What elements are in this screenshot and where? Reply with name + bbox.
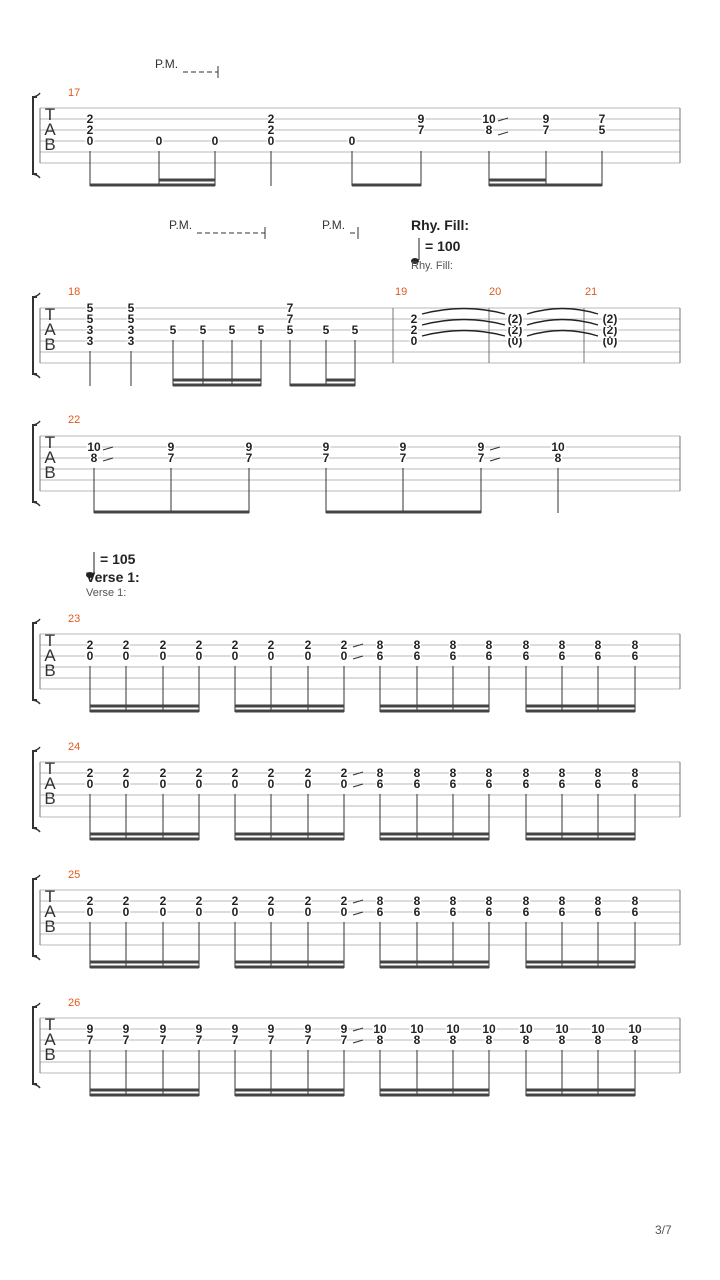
system-bracket-hook (33, 1003, 40, 1088)
fret-number: 9 (542, 112, 550, 126)
fret-number: 7 (195, 1033, 203, 1047)
fret-number: 0 (86, 649, 94, 663)
tab-clef-letter: A (44, 902, 56, 921)
system-bracket-hook (33, 293, 40, 378)
fret-number: 8 (558, 766, 566, 780)
beam (90, 838, 199, 841)
fret-number: 0 (340, 905, 348, 919)
measure-number: 17 (68, 87, 81, 99)
fret-number: 2 (304, 766, 312, 780)
tab-clef-letter: B (44, 661, 56, 680)
beam (94, 511, 249, 514)
beam (489, 184, 602, 187)
tab-clef-letter: T (44, 759, 56, 778)
fret-number: 6 (485, 649, 493, 663)
fret-number: 6 (522, 649, 530, 663)
fret-number: 5 (127, 312, 135, 326)
fret-number: 0 (267, 777, 275, 791)
fret-number: 0 (231, 649, 239, 663)
fret-number: 2 (340, 894, 348, 908)
fret-number: 10 (591, 1022, 605, 1036)
fret-number: 10 (410, 1022, 424, 1036)
tab-clef-letter: T (44, 631, 56, 650)
fret-number: 2 (86, 638, 94, 652)
system-bracket (33, 297, 37, 374)
beam (173, 379, 261, 382)
rhy-fill-label: Rhy. Fill: (411, 260, 453, 272)
fret-number: 0 (155, 134, 163, 148)
fret-number: 10 (551, 440, 565, 454)
fret-number: 5 (199, 323, 207, 337)
measure-number: 24 (68, 741, 81, 753)
fret-number: 9 (267, 1022, 275, 1036)
tie (527, 309, 598, 315)
fret-number: 7 (598, 112, 606, 126)
beam (526, 966, 635, 969)
fret-number: 10 (519, 1022, 533, 1036)
fret-number: 7 (322, 451, 330, 465)
fret-number: (2) (507, 323, 523, 337)
beam (326, 379, 355, 382)
measure-number: 26 (68, 997, 81, 1009)
beam (380, 710, 489, 713)
fret-number: 3 (127, 334, 135, 348)
measure-number: 25 (68, 869, 81, 881)
fret-number: 2 (195, 766, 203, 780)
fret-number: 8 (522, 766, 530, 780)
fret-number: 5 (257, 323, 265, 337)
fret-number: 9 (231, 1022, 239, 1036)
beam (352, 184, 421, 187)
fret-number: 8 (554, 451, 562, 465)
fret-number: 2 (159, 766, 167, 780)
fret-number: 0 (348, 134, 356, 148)
beam (380, 833, 489, 836)
tie (527, 331, 598, 337)
beam (526, 1094, 635, 1097)
system-bracket-hook (33, 421, 40, 506)
measure-number: 20 (489, 286, 502, 298)
fret-number: 2 (122, 766, 130, 780)
fret-number: 6 (485, 905, 493, 919)
fret-number: 2 (410, 312, 418, 326)
beam (235, 838, 344, 841)
beam (235, 833, 344, 836)
system-bracket (33, 623, 37, 700)
fret-number: 8 (485, 123, 493, 137)
fret-number: 7 (399, 451, 407, 465)
fret-number: 9 (86, 1022, 94, 1036)
tab-clef-letter: A (44, 120, 56, 139)
fret-number: 10 (482, 112, 496, 126)
beam (235, 1094, 344, 1097)
fret-number: 10 (482, 1022, 496, 1036)
fret-number: 6 (631, 905, 639, 919)
beam (380, 961, 489, 964)
beam (235, 705, 344, 708)
tie (422, 309, 505, 315)
fret-number: 8 (558, 638, 566, 652)
fret-number: 3 (86, 323, 94, 337)
beam (526, 961, 635, 964)
fret-number: 6 (376, 777, 384, 791)
fret-number: 9 (417, 112, 425, 126)
fret-number: 0 (122, 649, 130, 663)
fret-number: 8 (485, 1033, 493, 1047)
beam (526, 705, 635, 708)
tab-clef-letter: B (44, 917, 56, 936)
fret-number: 2 (86, 112, 94, 126)
beam (526, 1089, 635, 1092)
fret-number: 2 (231, 638, 239, 652)
fret-number: 6 (413, 777, 421, 791)
fret-number: 6 (376, 649, 384, 663)
fret-number: 9 (322, 440, 330, 454)
slide-mark (498, 132, 508, 135)
fret-number: 8 (558, 894, 566, 908)
fret-number: 5 (351, 323, 359, 337)
fret-number: 7 (267, 1033, 275, 1047)
tempo-marking: = 105 (100, 551, 136, 567)
fret-number: 7 (304, 1033, 312, 1047)
fret-number: 9 (399, 440, 407, 454)
fret-number: 0 (86, 777, 94, 791)
fret-number: 8 (413, 894, 421, 908)
fret-number: 2 (86, 766, 94, 780)
system-bracket-hook (33, 747, 40, 832)
fret-number: 2 (267, 112, 275, 126)
fret-number: 5 (322, 323, 330, 337)
fret-number: 8 (449, 638, 457, 652)
fret-number: 0 (195, 777, 203, 791)
tab-clef-letter: T (44, 887, 56, 906)
fret-number: 0 (86, 905, 94, 919)
fret-number: 6 (558, 905, 566, 919)
fret-number: 7 (167, 451, 175, 465)
fret-number: 6 (594, 905, 602, 919)
fret-number: 2 (340, 766, 348, 780)
beam (90, 833, 199, 836)
fret-number: 5 (86, 312, 94, 326)
fret-number: 0 (195, 905, 203, 919)
fret-number: 2 (159, 638, 167, 652)
fret-number: 7 (542, 123, 550, 137)
fret-number: 9 (122, 1022, 130, 1036)
fret-number: 8 (449, 1033, 457, 1047)
beam (380, 838, 489, 841)
fret-number: 6 (413, 649, 421, 663)
beam (380, 1089, 489, 1092)
fret-number: 2 (231, 894, 239, 908)
fret-number: 2 (195, 638, 203, 652)
fret-number: 2 (122, 638, 130, 652)
fret-number: 6 (449, 905, 457, 919)
fret-number: 5 (286, 323, 294, 337)
beam (489, 179, 546, 182)
fret-number: (0) (507, 334, 523, 348)
fret-number: 7 (286, 301, 294, 315)
fret-number: 0 (195, 649, 203, 663)
fret-number: 10 (373, 1022, 387, 1036)
fret-number: 8 (522, 638, 530, 652)
fret-number: 10 (87, 440, 101, 454)
beam (90, 966, 199, 969)
fret-number: 2 (340, 638, 348, 652)
fret-number: 2 (267, 123, 275, 137)
fret-number: 8 (522, 1033, 530, 1047)
beam (90, 961, 199, 964)
system-bracket (33, 97, 37, 174)
fret-number: 8 (90, 451, 98, 465)
measure-number: 21 (585, 286, 598, 298)
tab-clef-letter: A (44, 448, 56, 467)
tab-clef-letter: T (44, 1015, 56, 1034)
system-bracket (33, 879, 37, 956)
fret-number: 7 (86, 1033, 94, 1047)
fret-number: 2 (267, 894, 275, 908)
system-bracket-hook (33, 619, 40, 704)
fret-number: 9 (245, 440, 253, 454)
beam (90, 1094, 199, 1097)
fret-number: 6 (522, 777, 530, 791)
tab-clef-letter: T (44, 105, 56, 124)
system-bracket (33, 1007, 37, 1084)
fret-number: 6 (594, 649, 602, 663)
fret-number: 8 (522, 894, 530, 908)
fret-number: 6 (485, 777, 493, 791)
fret-number: 8 (449, 894, 457, 908)
fret-number: 8 (376, 766, 384, 780)
fret-number: 0 (304, 777, 312, 791)
fret-number: 8 (449, 766, 457, 780)
fret-number: 0 (122, 905, 130, 919)
fret-number: 8 (413, 638, 421, 652)
fret-number: 6 (522, 905, 530, 919)
fret-number: (0) (602, 334, 618, 348)
fret-number: 0 (231, 905, 239, 919)
fret-number: 8 (413, 1033, 421, 1047)
fret-number: 8 (631, 638, 639, 652)
fret-number: 9 (195, 1022, 203, 1036)
fret-number: 0 (159, 777, 167, 791)
fret-number: 0 (267, 905, 275, 919)
beam (526, 838, 635, 841)
fret-number: 2 (231, 766, 239, 780)
fret-number: 6 (376, 905, 384, 919)
fret-number: 5 (86, 301, 94, 315)
section-title: Verse 1: (86, 569, 140, 585)
tie (422, 331, 505, 337)
beam (326, 511, 481, 514)
fret-number: 0 (410, 334, 418, 348)
rhy-fill-title: Rhy. Fill: (411, 217, 470, 233)
system-bracket-hook (33, 93, 40, 178)
fret-number: 8 (376, 638, 384, 652)
fret-number: 7 (340, 1033, 348, 1047)
tab-clef-letter: A (44, 646, 56, 665)
beam (235, 966, 344, 969)
fret-number: 2 (86, 123, 94, 137)
system-bracket (33, 751, 37, 828)
fret-number: 6 (631, 777, 639, 791)
fret-number: 7 (231, 1033, 239, 1047)
fret-number: 8 (485, 638, 493, 652)
fret-number: 9 (340, 1022, 348, 1036)
fret-number: 0 (340, 777, 348, 791)
fret-number: 8 (413, 766, 421, 780)
fret-number: 0 (340, 649, 348, 663)
fret-number: 9 (159, 1022, 167, 1036)
fret-number: 7 (417, 123, 425, 137)
fret-number: 7 (159, 1033, 167, 1047)
fret-number: 8 (376, 894, 384, 908)
beam (90, 710, 199, 713)
fret-number: 6 (413, 905, 421, 919)
tab-clef-letter: T (44, 433, 56, 452)
fret-number: 10 (446, 1022, 460, 1036)
fret-number: 2 (86, 894, 94, 908)
tie (527, 320, 598, 326)
fret-number: 7 (286, 312, 294, 326)
fret-number: (2) (507, 312, 523, 326)
fret-number: 10 (628, 1022, 642, 1036)
fret-number: 8 (631, 1033, 639, 1047)
system-bracket (33, 425, 37, 502)
fret-number: 2 (159, 894, 167, 908)
beam (380, 1094, 489, 1097)
fret-number: 0 (267, 134, 275, 148)
beam (290, 384, 355, 387)
fret-number: 0 (267, 649, 275, 663)
fret-number: 6 (558, 777, 566, 791)
beam (90, 184, 215, 187)
fret-number: 5 (598, 123, 606, 137)
beam (526, 833, 635, 836)
tab-clef-letter: A (44, 320, 56, 339)
palm-mute-label: P.M. (322, 218, 346, 232)
fret-number: 2 (304, 638, 312, 652)
fret-number: 9 (304, 1022, 312, 1036)
beam (526, 710, 635, 713)
palm-mute-label: P.M. (169, 218, 193, 232)
beam (235, 961, 344, 964)
fret-number: 5 (228, 323, 236, 337)
fret-number: 5 (169, 323, 177, 337)
fret-number: 3 (86, 334, 94, 348)
fret-number: 0 (304, 649, 312, 663)
fret-number: 8 (485, 894, 493, 908)
fret-number: 2 (304, 894, 312, 908)
system-bracket-hook (33, 875, 40, 960)
fret-number: 8 (594, 638, 602, 652)
measure-number: 19 (395, 286, 408, 298)
tab-clef-letter: B (44, 135, 56, 154)
measure-number: 18 (68, 286, 81, 298)
fret-number: 2 (267, 766, 275, 780)
fret-number: 0 (211, 134, 219, 148)
fret-number: 9 (477, 440, 485, 454)
fret-number: 0 (122, 777, 130, 791)
beam (173, 384, 261, 387)
tab-clef-letter: A (44, 1030, 56, 1049)
fret-number: 2 (195, 894, 203, 908)
fret-number: 2 (267, 638, 275, 652)
fret-number: 2 (122, 894, 130, 908)
fret-number: 6 (449, 649, 457, 663)
beam (380, 966, 489, 969)
fret-number: 8 (594, 766, 602, 780)
fret-number: 9 (167, 440, 175, 454)
fret-number: 6 (631, 649, 639, 663)
tab-clef-letter: B (44, 335, 56, 354)
tab-clef-letter: B (44, 1045, 56, 1064)
fret-number: 8 (594, 1033, 602, 1047)
fret-number: 3 (127, 323, 135, 337)
palm-mute-label: P.M. (155, 57, 179, 71)
beam (235, 1089, 344, 1092)
beam (380, 705, 489, 708)
measure-number: 23 (68, 613, 81, 625)
tie (422, 320, 505, 326)
fret-number: 6 (594, 777, 602, 791)
fret-number: 0 (304, 905, 312, 919)
fret-number: 0 (231, 777, 239, 791)
page-number: 3/7 (655, 1223, 672, 1237)
fret-number: 6 (558, 649, 566, 663)
fret-number: 2 (410, 323, 418, 337)
beam (159, 179, 215, 182)
beam (90, 1089, 199, 1092)
fret-number: 5 (127, 301, 135, 315)
fret-number: 8 (376, 1033, 384, 1047)
tab-clef-letter: A (44, 774, 56, 793)
measure-number: 22 (68, 414, 81, 426)
fret-number: 10 (555, 1022, 569, 1036)
fret-number: (2) (602, 323, 618, 337)
tab-clef-letter: T (44, 305, 56, 324)
fret-number: 0 (86, 134, 94, 148)
tab-clef-letter: B (44, 789, 56, 808)
fret-number: 7 (122, 1033, 130, 1047)
fret-number: 8 (631, 894, 639, 908)
fret-number: 8 (631, 766, 639, 780)
tab-clef-letter: B (44, 463, 56, 482)
fret-number: 7 (477, 451, 485, 465)
fret-number: 6 (449, 777, 457, 791)
fret-number: 8 (485, 766, 493, 780)
fret-number: 7 (245, 451, 253, 465)
fret-number: 0 (159, 649, 167, 663)
beam (235, 710, 344, 713)
fret-number: 8 (594, 894, 602, 908)
fret-number: 8 (558, 1033, 566, 1047)
section-label: Verse 1: (86, 587, 127, 599)
tempo-marking: = 100 (425, 238, 461, 254)
fret-number: (2) (602, 312, 618, 326)
beam (90, 705, 199, 708)
fret-number: 0 (159, 905, 167, 919)
